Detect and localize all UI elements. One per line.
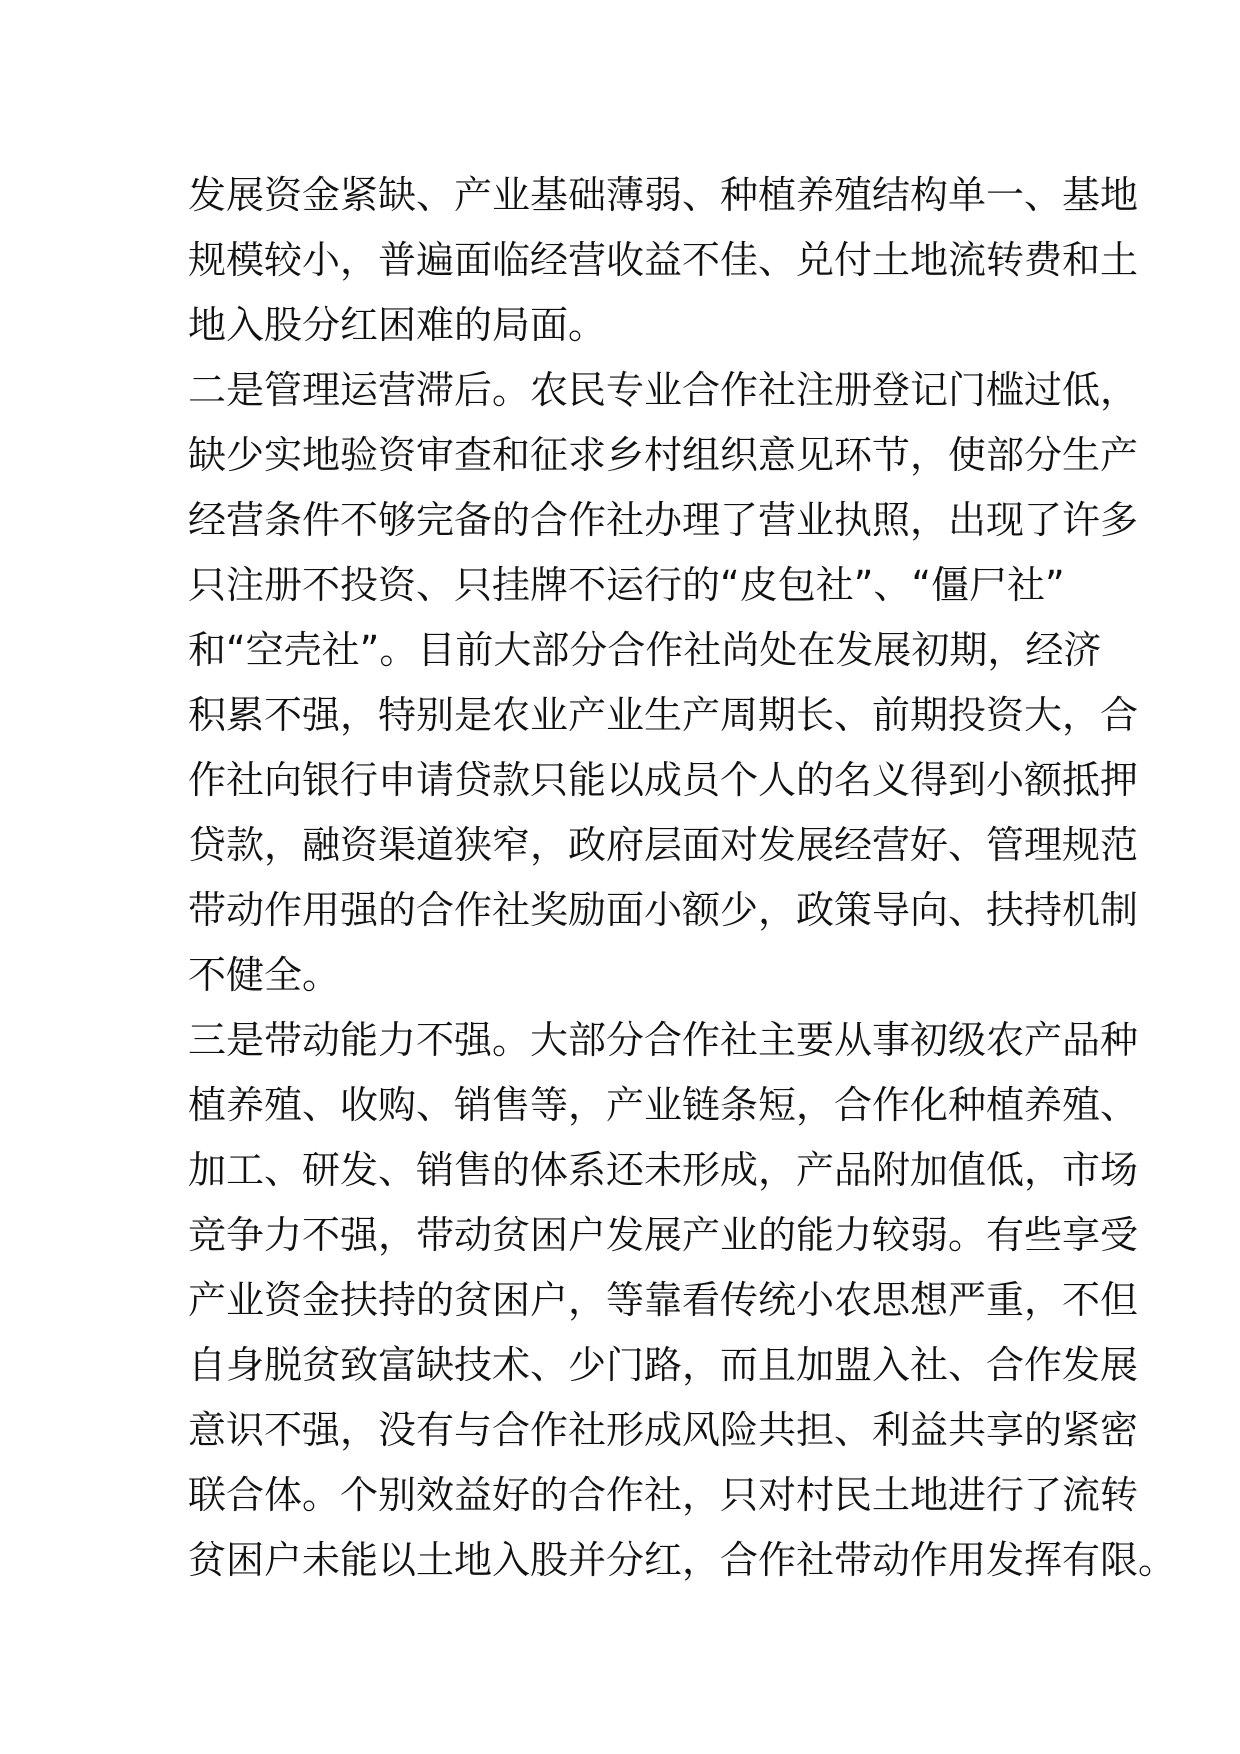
text-line: 只注册不投资、只挂牌不运行的“皮包社”、“僵尸社” (188, 563, 1065, 607)
text-line: 发展资金紧缺、产业基础薄弱、种植养殖结构单一、基地 (188, 173, 1139, 217)
text-line: 经营条件不够完备的合作社办理了营业执照，出现了许多 (188, 498, 1139, 542)
text-line: 不健全。 (188, 953, 341, 997)
text-line: 产业资金扶持的贫困户，等靠看传统小农思想严重，不但 (188, 1278, 1139, 1322)
text-line: 作社向银行申请贷款只能以成员个人的名义得到小额抵押 (188, 758, 1139, 802)
text-line: 自身脱贫致富缺技术、少门路，而且加盟入社、合作发展 (188, 1343, 1139, 1387)
text-line: 贫困户未能以土地入股并分红，合作社带动作用发挥有限。 (188, 1538, 1177, 1582)
text-line: 和“空壳社”。目前大部分合作社尚处在发展初期，经济 (188, 628, 1102, 672)
paragraph-heading-line: 二是管理运营滞后。农民专业合作社注册登记门槛过低， (188, 368, 1139, 412)
text-line: 植养殖、收购、销售等，产业链条短，合作化种植养殖、 (188, 1083, 1139, 1127)
text-line: 规模较小，普遍面临经营收益不佳、兑付土地流转费和土 (188, 238, 1139, 282)
text-line: 联合体。个别效益好的合作社，只对村民土地进行了流转 (188, 1473, 1139, 1517)
text-line: 地入股分红困难的局面。 (188, 303, 607, 347)
text-line: 加工、研发、销售的体系还未形成，产品附加值低，市场 (188, 1148, 1139, 1192)
text-line: 带动作用强的合作社奖励面小额少，政策导向、扶持机制 (188, 888, 1139, 932)
text-line: 竞争力不强，带动贫困户发展产业的能力较弱。有些享受 (188, 1213, 1139, 1257)
text-line: 缺少实地验资审查和征求乡村组织意见环节，使部分生产 (188, 433, 1139, 477)
paragraph-heading-line: 三是带动能力不强。大部分合作社主要从事初级农产品种 (188, 1018, 1139, 1062)
text-line: 意识不强，没有与合作社形成风险共担、利益共享的紧密 (188, 1408, 1139, 1452)
text-line: 贷款，融资渠道狭窄，政府层面对发展经营好、管理规范 (188, 823, 1139, 867)
text-line: 积累不强，特别是农业产业生产周期长、前期投资大，合 (188, 693, 1139, 737)
